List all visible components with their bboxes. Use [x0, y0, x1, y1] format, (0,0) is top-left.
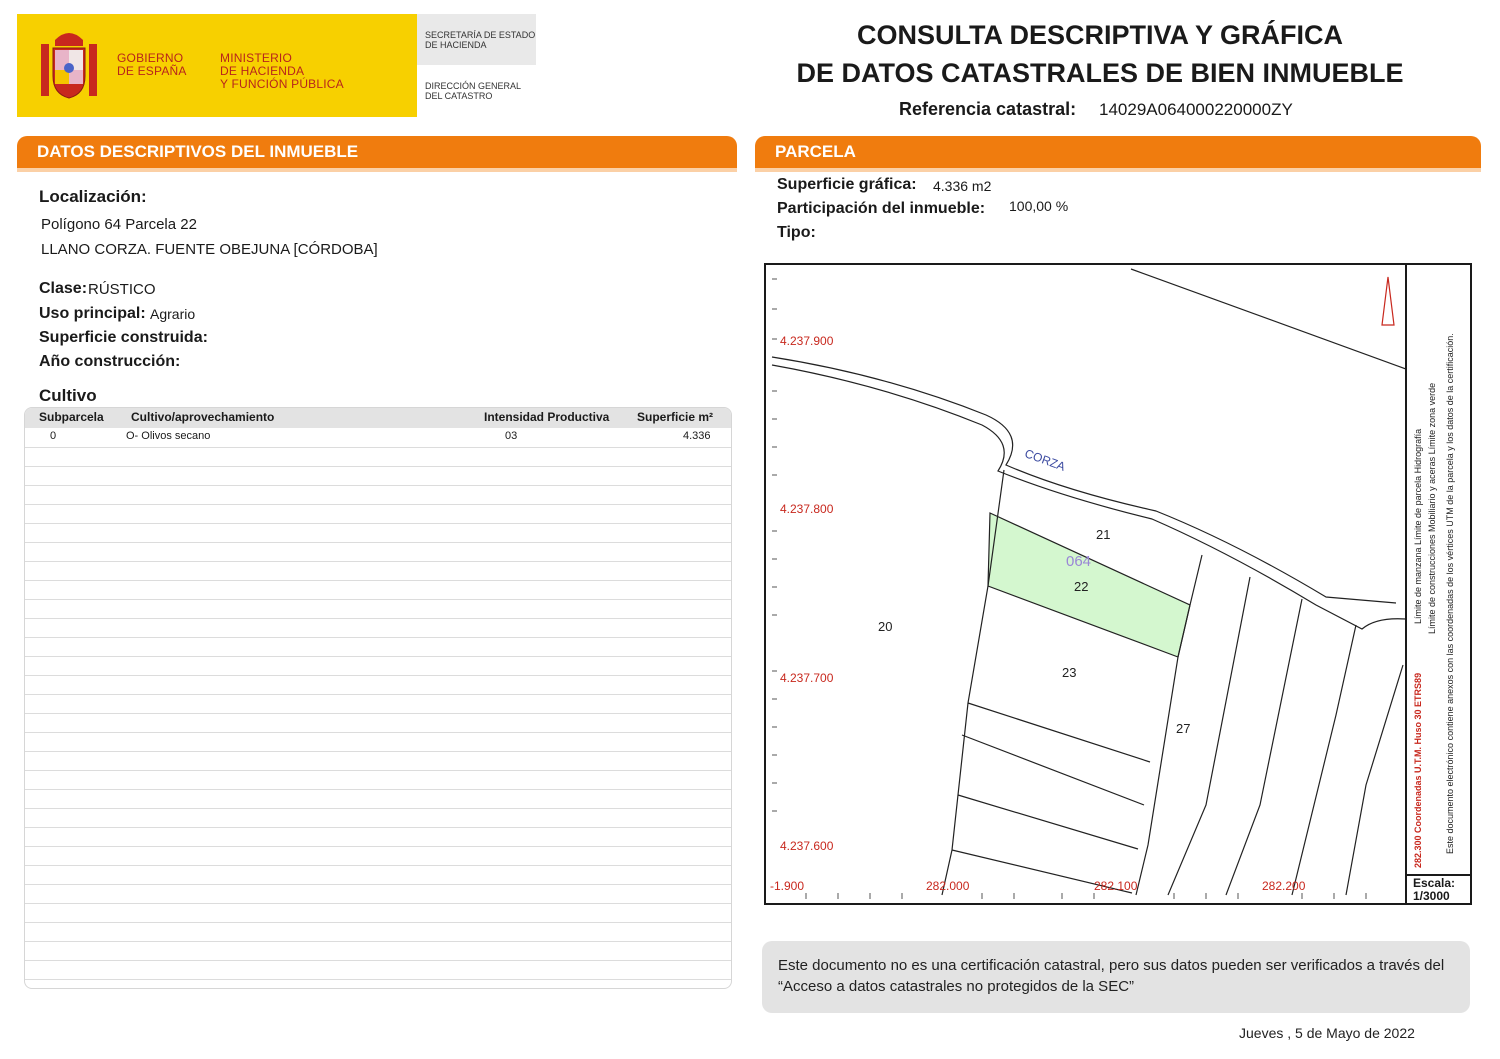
- table-rule: [25, 485, 731, 486]
- uso-value: Agrario: [150, 306, 196, 322]
- col-subparcela: Subparcela: [39, 410, 104, 424]
- table-rule: [25, 618, 731, 619]
- scale-label: Escala:: [1413, 876, 1456, 890]
- table-rule: [25, 580, 731, 581]
- gobierno-text: GOBIERNO DE ESPAÑA: [117, 51, 187, 78]
- ministerio-text: MINISTERIO DE HACIENDA Y FUNCIÓN PÚBLICA: [220, 51, 344, 91]
- table-rule: [25, 789, 731, 790]
- secretaria-text: SECRETARÍA DE ESTADO DE HACIENDA: [425, 30, 536, 50]
- uso-label: Uso principal:: [39, 305, 146, 322]
- cultivo-title: Cultivo: [39, 386, 97, 405]
- parcel-22-highlight: [988, 513, 1190, 657]
- localizacion-line1: Polígono 64 Parcela 22: [41, 216, 197, 233]
- section-header-parcela: PARCELA: [755, 136, 1481, 168]
- map-legend: [1405, 264, 1470, 876]
- parcel-label: 27: [1176, 721, 1191, 736]
- superficie-construida-label: Superficie construida:: [39, 329, 208, 346]
- table-rule: [25, 713, 731, 714]
- legend-line1: Límite de manzana Límite de parcela Hidrografía: [1413, 428, 1423, 624]
- table-rule: [25, 637, 731, 638]
- y-coord-label: 4.237.600: [780, 839, 834, 853]
- coat-of-arms-icon: [37, 26, 101, 104]
- table-rule: [25, 561, 731, 562]
- participacion-label: Participación del inmueble:: [777, 200, 986, 217]
- table-rule: [25, 941, 731, 942]
- table-rule: [25, 770, 731, 771]
- section-header-datos: DATOS DESCRIPTIVOS DEL INMUEBLE: [17, 136, 737, 168]
- government-logo-band: [17, 14, 417, 117]
- page-title: CONSULTA DESCRIPTIVA Y GRÁFICA DE DATOS CATASTRALES DE BIEN INMUEBLE: [796, 20, 1404, 88]
- sup-grafica-label: Superficie gráfica:: [777, 176, 917, 193]
- participacion-value: 100,00 %: [1009, 198, 1069, 214]
- table-rule: [25, 694, 731, 695]
- cultivo-table: [24, 407, 732, 989]
- table-rule: [25, 751, 731, 752]
- notice-box: Este documento no es una certificación catastral, pero sus datos pueden ser verificados a través del “Acceso a datos catastrales no protegidos de la SEC”: [762, 941, 1470, 1013]
- cell-intensidad: 03: [505, 430, 518, 442]
- table-rule: [25, 884, 731, 885]
- col-intensidad: Intensidad Productiva: [484, 410, 610, 424]
- anio-construccion-label: Año construcción:: [39, 353, 181, 370]
- col-superficie: Superficie m²: [637, 410, 714, 424]
- table-rule: [25, 504, 731, 505]
- table-rule: [25, 447, 731, 448]
- table-rule: [25, 979, 731, 980]
- cell-cultivo: O- Olivos secano: [126, 430, 211, 442]
- table-rule: [25, 922, 731, 923]
- parcel-label: 20: [878, 619, 893, 634]
- north-arrow-icon: [1382, 277, 1394, 325]
- table-rule: [25, 903, 731, 904]
- sup-grafica-value: 4.336 m2: [933, 178, 992, 194]
- polygon-label: 064: [1066, 553, 1092, 570]
- table-header: [25, 408, 731, 428]
- date-text: Jueves , 5 de Mayo de 2022: [1239, 1025, 1415, 1041]
- y-coord-label: 4.237.700: [780, 671, 834, 685]
- localizacion-line2: LLANO CORZA. FUENTE OBEJUNA [CÓRDOBA]: [41, 241, 378, 258]
- coords-note: 282.300 Coordenadas U.T.M. Huso 30 ETRS89: [1413, 672, 1423, 868]
- localizacion-label: Localización:: [39, 187, 147, 206]
- parcel-label: 23: [1062, 665, 1077, 680]
- table-rule: [25, 732, 731, 733]
- parcel-label: 21: [1096, 527, 1111, 542]
- cadastral-map[interactable]: [764, 263, 1472, 905]
- legend-line2: Límite de construcciones Mobiliario y aceras Límite zona verde: [1427, 382, 1437, 634]
- x-coord-label: 282.200: [1262, 879, 1306, 893]
- clase-label: Clase:: [39, 280, 88, 297]
- legend-note: Este documento electrónico contiene anexos con las coordenadas de los vértices UTM de la parcela y los datos de la certificación.: [1445, 333, 1455, 854]
- y-coord-label: 4.237.900: [780, 334, 834, 348]
- x-coord-label: -1.900: [770, 879, 805, 893]
- scale-value: 1/3000: [1413, 889, 1450, 903]
- table-rule: [25, 808, 731, 809]
- clase-value: RÚSTICO: [88, 281, 156, 298]
- road-label: CORZA: [1022, 446, 1068, 474]
- table-rule: [25, 827, 731, 828]
- table-rule: [25, 656, 731, 657]
- scale-box: [1405, 874, 1470, 904]
- tipo-label: Tipo:: [777, 224, 816, 241]
- table-rule: [25, 846, 731, 847]
- cell-subparcela: 0: [50, 430, 57, 442]
- x-coord-label: 282.100: [1094, 879, 1138, 893]
- table-rule: [25, 865, 731, 866]
- table-rule: [25, 960, 731, 961]
- table-rule: [25, 599, 731, 600]
- table-rule: [25, 523, 731, 524]
- direccion-text: DIRECCIÓN GENERAL DEL CATASTRO: [425, 81, 522, 101]
- x-coord-label: 282.000: [926, 879, 970, 893]
- y-coord-label: 4.237.800: [780, 502, 834, 516]
- table-rule: [25, 466, 731, 467]
- ref-label: Referencia catastral:: [899, 99, 1077, 119]
- table-rule: [25, 542, 731, 543]
- ref-value: 14029A064000220000ZY: [1099, 100, 1293, 119]
- table-rule: [25, 675, 731, 676]
- parcel-label: 22: [1074, 579, 1089, 594]
- col-cultivo: Cultivo/aprovechamiento: [131, 410, 275, 424]
- cell-superficie: 4.336: [683, 430, 711, 442]
